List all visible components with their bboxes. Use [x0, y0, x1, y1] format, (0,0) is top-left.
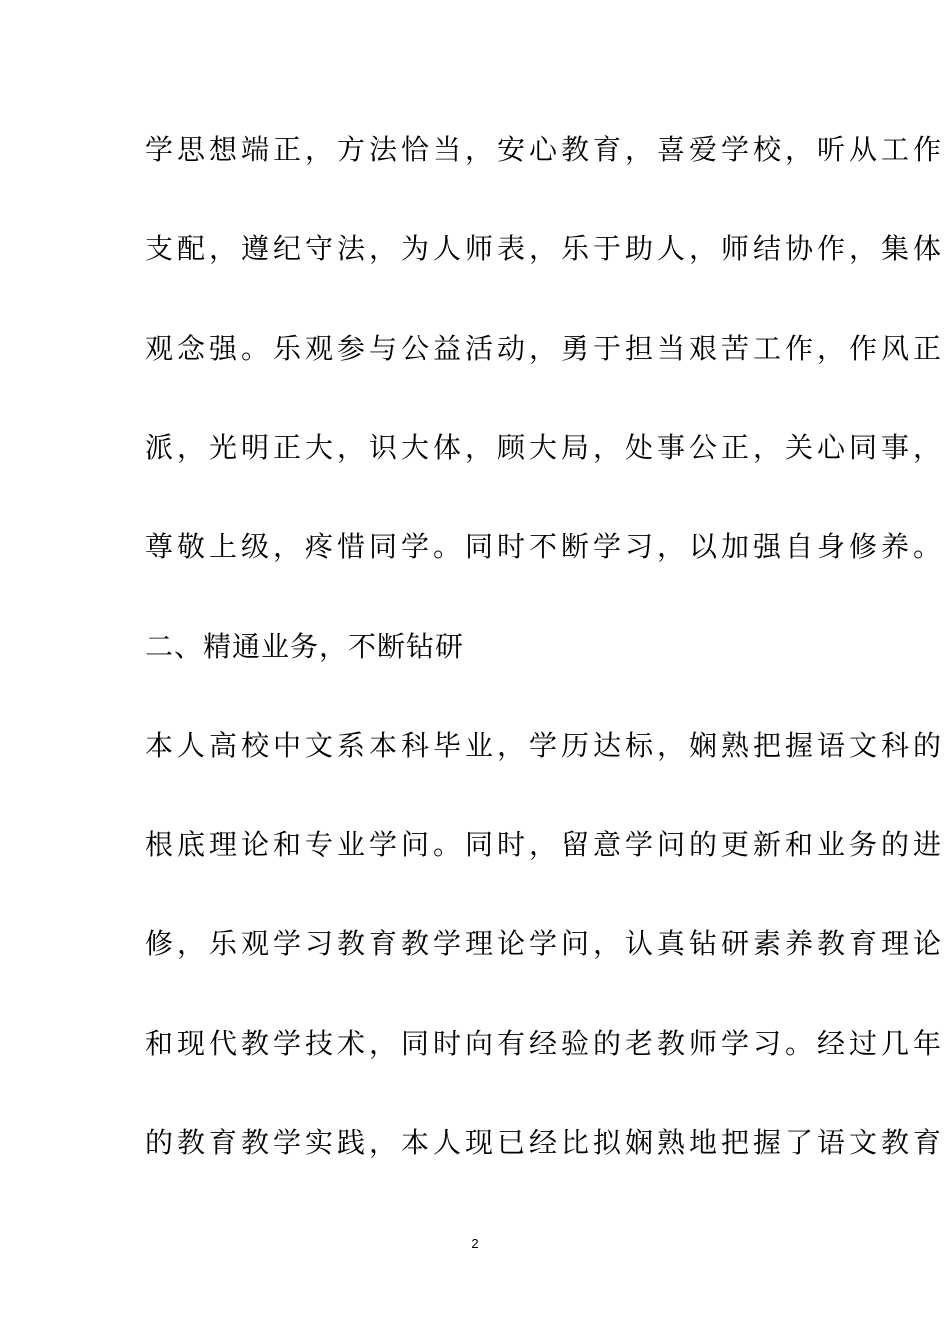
page-number: 2 [471, 1236, 479, 1251]
paragraph-line: 尊敬上级，疼惜同学。同时不断学习，以加强自身修养。 [145, 530, 946, 563]
paragraph-line: 支配，遵纪守法，为人师表，乐于助人，师结协作，集体 [145, 232, 946, 265]
paragraph-line: 派，光明正大，识大体，顾大局，处事公正，关心同事， [145, 431, 946, 464]
section-heading: 二、精通业务，不断钻研 [145, 630, 465, 663]
paragraph-line: 观念强。乐观参与公益活动，勇于担当艰苦工作，作风正 [145, 332, 946, 365]
paragraph-line: 学思想端正，方法恰当，安心教育，喜爱学校，听从工作 [145, 133, 946, 166]
paragraph-line: 的教育教学实践，本人现已经比拟娴熟地把握了语文教育 [145, 1126, 946, 1159]
paragraph-line: 根底理论和专业学问。同时，留意学问的更新和业务的进 [145, 828, 946, 861]
paragraph-line: 本人高校中文系本科毕业，学历达标，娴熟把握语文科的 [145, 729, 946, 762]
paragraph-line: 修，乐观学习教育教学理论学问，认真钻研素养教育理论 [145, 927, 946, 960]
paragraph-line: 和现代教学技术，同时向有经验的老教师学习。经过几年 [145, 1027, 946, 1060]
